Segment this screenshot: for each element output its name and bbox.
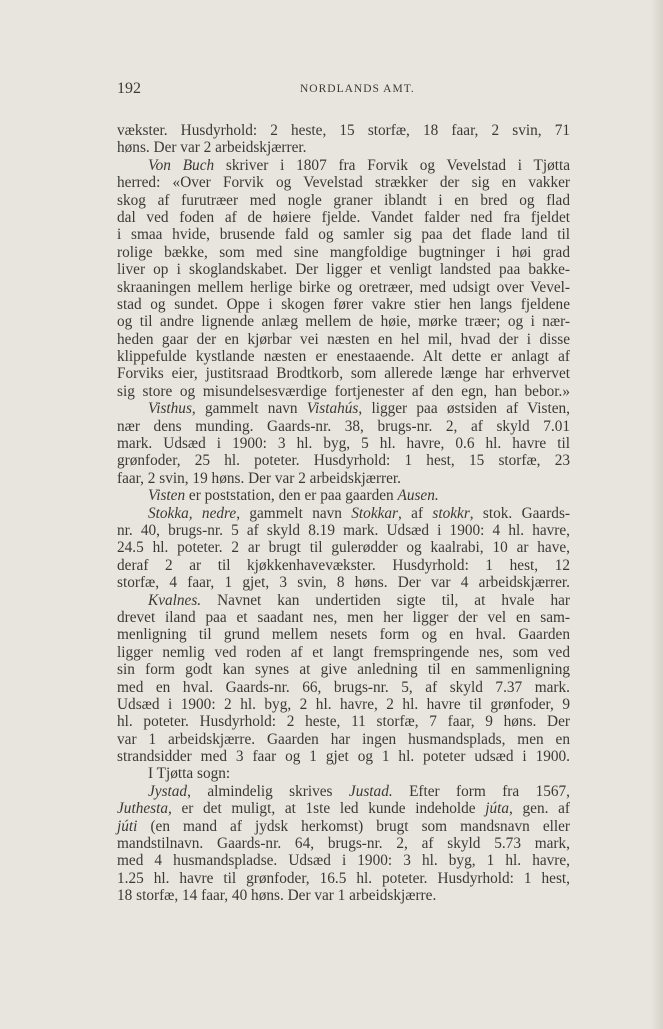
text-segment: sin form godt kan synes at give anledning til en sammenligning bbox=[117, 661, 570, 679]
text-line bbox=[117, 331, 570, 348]
text-line bbox=[117, 313, 570, 330]
text-segment: Efter form fra 1567, bbox=[392, 782, 571, 800]
italic-text: Vistahús bbox=[306, 400, 359, 418]
text-segment: rolige bække, som med sine mangfoldige bugtninger i høi grad bbox=[117, 243, 570, 261]
text-line bbox=[117, 679, 570, 696]
text-segment: skraaningen mellem herlige birke og oretræer, med udsigt over Vevel- bbox=[117, 278, 570, 296]
running-head: NORDLANDS AMT. bbox=[300, 83, 415, 95]
text-segment: liver op i skoglandskabet. Der ligger et venligt landsted paa bakke- bbox=[117, 261, 570, 279]
text-segment: vækster. Husdyrhold: 2 heste, 15 storfæ, 18 faar, 2 svin, 71 bbox=[117, 122, 570, 139]
text-line bbox=[117, 661, 570, 678]
text-line bbox=[117, 783, 570, 800]
text-segment: stad og sundet. Oppe i skogen fører vakre stier hen langs fjeldene bbox=[117, 295, 570, 313]
text-line bbox=[117, 835, 570, 852]
text-segment: Forviks eier, justitsraad Brodtkorb, som allerede længe har erhvervet bbox=[117, 365, 570, 383]
text-line bbox=[117, 644, 570, 661]
text-segment: dal ved foden af de høiere fjelde. Vandet falder ned fra fjeldet bbox=[117, 208, 570, 226]
text-line bbox=[117, 800, 570, 817]
page-edge-shadow bbox=[651, 0, 663, 1029]
text-segment: , gen. af bbox=[509, 800, 570, 818]
italic-text: Von Buch bbox=[148, 156, 215, 174]
text-segment: faar, 2 svin, 19 høns. Der var 2 arbeidskjærrer. bbox=[117, 469, 402, 487]
text-line bbox=[117, 365, 570, 382]
text-line bbox=[117, 174, 570, 191]
italic-text: Stokka, nedre bbox=[148, 504, 237, 522]
text-line bbox=[117, 192, 570, 209]
text-segment: hl. poteter. Husdyrhold: 2 heste, 11 storfæ, 7 faar, 9 høns. Der bbox=[117, 713, 570, 731]
text-segment: høns. Der var 2 arbeidskjærrer. bbox=[117, 139, 307, 157]
text-line bbox=[117, 626, 570, 643]
text-segment: menligning til grund mellem nesets form og en hval. Gaarden bbox=[117, 626, 570, 644]
text-segment: herred: «Over Forvik og Vevelstad strækker der sig en vakker bbox=[117, 174, 570, 192]
text-segment: skriver i 1807 fra Forvik og Vevelstad i Tjøtta bbox=[214, 156, 571, 174]
page-number: 192 bbox=[117, 80, 141, 97]
text-line bbox=[117, 557, 570, 574]
text-segment: (en mand af jydsk herkomst) brugt som mandsnavn eller bbox=[137, 817, 570, 835]
text-segment: , er det muligt, at 1ste led kunde indeholde bbox=[167, 800, 486, 818]
text-segment: var 1 arbeidskjærre. Gaarden har ingen husmandsplads, men en bbox=[117, 730, 570, 748]
italic-text: júta bbox=[485, 800, 510, 818]
text-line bbox=[117, 713, 570, 730]
text-line bbox=[117, 731, 570, 748]
text-segment: deraf 2 ar til kjøkkenhavevækster. Husdyrhold: 1 hest, 12 bbox=[117, 556, 570, 574]
text-segment: strandsidder med 3 faar og 1 gjet og 1 hl. poteter udsæd i 1900. bbox=[117, 748, 570, 766]
italic-text: Jystad bbox=[148, 782, 188, 800]
text-line bbox=[117, 226, 570, 243]
text-segment: , ligger paa østsiden af Visten, bbox=[358, 400, 570, 418]
text-line bbox=[117, 279, 570, 296]
text-segment: 1.25 hl. havre til grønfoder, 16.5 hl. poteter. Husdyrhold: 1 hest, bbox=[117, 869, 570, 887]
text-segment: klippefulde kystlande næsten er enestaaende. Alt dette er anlagt af bbox=[117, 348, 570, 366]
text-line bbox=[117, 418, 570, 435]
text-line bbox=[117, 261, 570, 278]
text-line bbox=[117, 435, 570, 452]
text-line bbox=[117, 852, 570, 869]
text-segment: sig store og misundelsesværdige fortjenester af den egn, han bebor.» bbox=[117, 382, 570, 400]
text-line bbox=[117, 522, 570, 539]
italic-text: júti bbox=[117, 817, 138, 835]
text-segment: med 4 husmandspladse. Udsæd i 1900: 3 hl. byg, 1 hl. havre, bbox=[117, 852, 570, 870]
text-line bbox=[117, 470, 570, 487]
text-segment: skog af furutræer med nogle graner iblandt i en bred og flad bbox=[117, 191, 570, 209]
text-line bbox=[117, 574, 570, 591]
text-segment: 18 storfæ, 14 faar, 40 høns. Der var 1 arbeidskjærre. bbox=[117, 887, 437, 905]
text-line bbox=[117, 122, 570, 139]
text-segment: er poststation, den er paa gaarden bbox=[185, 487, 398, 505]
text-segment: , stok. Gaards- bbox=[469, 504, 571, 522]
text-segment: , af bbox=[398, 504, 433, 522]
text-line bbox=[117, 505, 570, 522]
text-line bbox=[117, 609, 570, 626]
text-line bbox=[117, 348, 570, 365]
italic-text: Visthus bbox=[148, 400, 192, 418]
text-segment: , almindelig skrives bbox=[187, 782, 349, 800]
text-line bbox=[117, 696, 570, 713]
text-segment: i smaa hvide, brusende fald og samler sig paa det flade land til bbox=[117, 226, 570, 244]
text-line bbox=[117, 400, 570, 417]
text-segment: , gammelt navn bbox=[236, 504, 352, 522]
text-line bbox=[117, 592, 570, 609]
text-segment: mark. Udsæd i 1900: 3 hl. byg, 5 hl. havre, 0.6 hl. havre til bbox=[117, 435, 570, 453]
text-segment: med en hval. Gaards-nr. 66, brugs-nr. 5, af skyld 7.37 mark. bbox=[117, 678, 570, 696]
text-segment: heden gaar der en kjørbar vei næsten en hel mil, hvad der i disse bbox=[117, 330, 570, 348]
italic-text: stokkr bbox=[432, 504, 470, 522]
italic-text: Juthesta bbox=[117, 800, 168, 818]
italic-text: Stokkar bbox=[351, 504, 399, 522]
italic-text: Kvalnes. bbox=[148, 591, 202, 609]
text-segment: Udsæd i 1900: 2 hl. byg, 2 hl. havre, 2 hl. havre til grønfoder, 9 bbox=[117, 695, 570, 713]
italic-text: Ausen. bbox=[397, 487, 439, 505]
text-segment: I Tjøtta sogn: bbox=[148, 765, 231, 783]
text-segment: mandstilnavn. Gaards-nr. 64, brugs-nr. 2, af skyld 5.73 mark, bbox=[117, 835, 570, 853]
body-text bbox=[117, 122, 570, 905]
text-line bbox=[117, 765, 570, 782]
text-segment: , gammelt navn bbox=[191, 400, 307, 418]
text-line bbox=[117, 209, 570, 226]
text-segment: nær dens munding. Gaards-nr. 38, brugs-nr. 2, af skyld 7.01 bbox=[117, 417, 570, 435]
text-segment: 24.5 hl. poteter. 2 ar brugt til gulerødder og kaalrabi, 10 ar have, bbox=[117, 539, 570, 557]
text-line bbox=[117, 870, 570, 887]
italic-text: Justad. bbox=[348, 782, 393, 800]
text-line bbox=[117, 818, 570, 835]
text-line bbox=[117, 539, 570, 556]
text-segment: grønfoder, 25 hl. poteter. Husdyrhold: 1 hest, 15 storfæ, 23 bbox=[117, 452, 570, 470]
text-segment: og til andre lignende anlæg mellem de høie, mørke træer; og i nær- bbox=[117, 313, 570, 331]
text-line bbox=[117, 157, 570, 174]
text-line bbox=[117, 748, 570, 765]
text-segment: Navnet kan undertiden sigte til, at hvale har bbox=[201, 591, 570, 609]
text-line bbox=[117, 487, 570, 504]
text-line bbox=[117, 452, 570, 469]
text-segment: nr. 40, brugs-nr. 5 af skyld 8.19 mark. Udsæd i 1900: 4 hl. havre, bbox=[117, 521, 570, 539]
text-line bbox=[117, 244, 570, 261]
text-line bbox=[117, 383, 570, 400]
text-line bbox=[117, 887, 570, 904]
italic-text: Visten bbox=[148, 487, 186, 505]
text-line bbox=[117, 139, 570, 156]
text-line bbox=[117, 296, 570, 313]
text-segment: storfæ, 4 faar, 1 gjet, 3 svin, 8 høns. Der var 4 arbeidskjærrer. bbox=[117, 574, 570, 592]
text-segment: drevet iland paa et saadant nes, men her ligger der vel en sam- bbox=[117, 608, 570, 626]
text-segment: ligger nemlig ved roden af et langt fremspringende nes, som ved bbox=[117, 643, 570, 661]
